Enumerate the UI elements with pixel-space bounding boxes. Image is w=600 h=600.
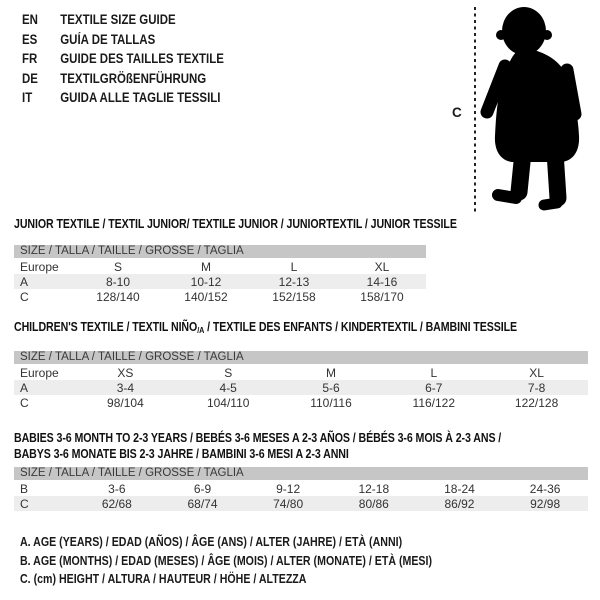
size-value: 12-13 <box>278 274 310 289</box>
size-value: 74/80 <box>273 496 304 511</box>
size-header-row <box>14 467 588 481</box>
size-value: 158/170 <box>360 289 404 304</box>
language-code: IT <box>22 90 33 105</box>
table-row <box>14 395 588 410</box>
size-table-section <box>14 216 588 304</box>
size-value: 14-16 <box>366 274 398 289</box>
size-value: 4-5 <box>219 380 237 395</box>
size-value: 128/140 <box>96 289 140 304</box>
size-value: 6-9 <box>193 482 212 496</box>
size-value: 92/98 <box>530 496 561 511</box>
size-value: XL <box>374 260 390 274</box>
size-value: M <box>201 260 211 274</box>
size-table-head <box>14 245 426 259</box>
size-table <box>14 351 588 410</box>
size-header-row <box>14 351 588 365</box>
table-row <box>14 289 426 304</box>
size-value: 86/92 <box>444 496 475 511</box>
row-label: C <box>20 395 29 410</box>
size-value: 140/152 <box>184 289 228 304</box>
size-table-body <box>14 365 588 410</box>
size-table <box>14 467 588 511</box>
size-value: 12-18 <box>358 482 390 496</box>
tables-region <box>14 216 588 511</box>
size-value: XL <box>529 366 544 380</box>
row-label: C <box>20 496 29 511</box>
size-value: 62/68 <box>101 496 132 511</box>
size-value: M <box>325 366 336 380</box>
size-value: 116/122 <box>412 395 456 410</box>
language-code: DE <box>22 70 38 86</box>
language-code: EN <box>22 12 38 27</box>
size-table-section <box>14 319 588 410</box>
language-title: TEXTILE SIZE GUIDE <box>60 12 176 27</box>
table-row <box>14 259 426 274</box>
size-value: 24-36 <box>529 482 561 496</box>
size-value: 5-6 <box>322 380 340 395</box>
table-row <box>14 481 588 496</box>
footnotes <box>20 533 505 589</box>
size-header-row <box>14 245 426 259</box>
language-title: TEXTILGRÖßENFÜHRUNG <box>60 70 207 86</box>
size-value: 10-12 <box>190 274 222 289</box>
note-line: A. AGE (YEARS) / EDAD (AÑOS) / ÂGE (ANS) / ALTER (JAHRE) / ETÀ (ANNI) <box>20 535 403 549</box>
row-label: C <box>20 289 29 304</box>
note-line: B. AGE (MONTHS) / EDAD (MESES) / ÂGE (MOIS) / ALTER (MONATE) / ETÀ (MESI) <box>20 553 433 568</box>
table-title-segment: JUNIOR TEXTILE / TEXTIL JUNIOR/ TEXTILE JUNIOR / JUNIORTEXTIL / JUNIOR TESSILE <box>14 217 457 231</box>
size-table-body <box>14 481 588 511</box>
size-value: 122/128 <box>514 395 559 410</box>
baby-silhouette-icon <box>478 4 598 214</box>
size-value: 80/86 <box>358 496 389 511</box>
size-value: 68/74 <box>187 496 218 511</box>
size-table-head <box>14 351 588 365</box>
size-value: 18-24 <box>444 482 475 496</box>
height-dashed-line-icon <box>473 7 477 212</box>
size-value: XS <box>117 366 134 380</box>
language-code: FR <box>22 51 38 66</box>
row-label: A <box>20 380 29 395</box>
size-value: 8-10 <box>105 274 131 289</box>
size-header-cell: SIZE / TALLA / TAILLE / GRÖSSE / TAGLIA <box>14 467 588 481</box>
note-line: C. (cm) HEIGHT / ALTURA / HAUTEUR / HÖHE / ALTEZZA <box>20 572 307 586</box>
table-title <box>14 216 502 232</box>
language-row <box>22 69 224 89</box>
size-table-section <box>14 430 588 511</box>
size-header-cell: SIZE / TALLA / TAILLE / GRÖSSE / TAGLIA <box>14 245 426 259</box>
size-value: 6-7 <box>425 380 443 395</box>
row-label: A <box>20 274 29 289</box>
size-value: L <box>290 260 298 274</box>
row-label: Europe <box>20 366 59 380</box>
size-value: 3-4 <box>116 380 135 395</box>
table-title <box>14 319 518 338</box>
table-title-segment: / TEXTILE DES ENFANTS / KINDERTEXTIL / BAMBINI TESSILE <box>204 320 518 334</box>
table-title-segment: CHILDREN'S TEXTILE / TEXTIL NIÑO <box>14 320 198 334</box>
size-value: 152/158 <box>272 289 316 304</box>
table-title-line2: BABYS 3-6 MONATE BIS 2-3 JAHRE / BAMBINI 3-6 MESI A 2-3 ANNI <box>14 447 349 461</box>
table-title-segment: BABIES 3-6 MONTH TO 2-3 YEARS / BEBÉS 3-6 MESES A 2-3 AÑOS / BÉBÉS 3-6 MOIS À 2-3 ANS / <box>14 431 502 445</box>
size-value: S <box>113 260 122 274</box>
language-row <box>22 49 224 69</box>
row-label: Europe <box>20 260 59 274</box>
language-row <box>22 88 224 108</box>
size-value: 7-8 <box>527 380 546 395</box>
size-table-body <box>14 259 426 304</box>
language-code: ES <box>22 31 38 47</box>
language-title: GUÍA DE TALLAS <box>60 31 156 47</box>
size-table-head <box>14 467 588 481</box>
language-list <box>22 10 260 108</box>
language-row <box>22 30 224 50</box>
size-value: 3-6 <box>108 482 126 496</box>
language-title: GUIDE DES TAILLES TEXTILE <box>60 51 224 66</box>
table-row <box>14 496 588 511</box>
size-value: 9-12 <box>276 482 301 496</box>
size-header-cell: SIZE / TALLA / TAILLE / GRÖSSE / TAGLIA <box>14 351 588 365</box>
size-value: 98/104 <box>107 395 144 410</box>
table-title-segment: /A <box>197 325 205 335</box>
size-value: S <box>224 366 233 380</box>
size-table <box>14 245 426 304</box>
table-row <box>14 380 588 395</box>
size-value: 104/110 <box>206 395 250 410</box>
size-value: L <box>430 366 438 380</box>
height-measure-label: C <box>452 105 462 120</box>
table-row <box>14 365 588 380</box>
table-title <box>14 430 502 446</box>
language-title: GUIDA ALLE TAGLIE TESSILI <box>60 90 221 105</box>
size-value: 110/116 <box>310 395 352 410</box>
row-label: B <box>20 482 29 496</box>
table-row <box>14 274 426 289</box>
language-row <box>22 10 224 30</box>
